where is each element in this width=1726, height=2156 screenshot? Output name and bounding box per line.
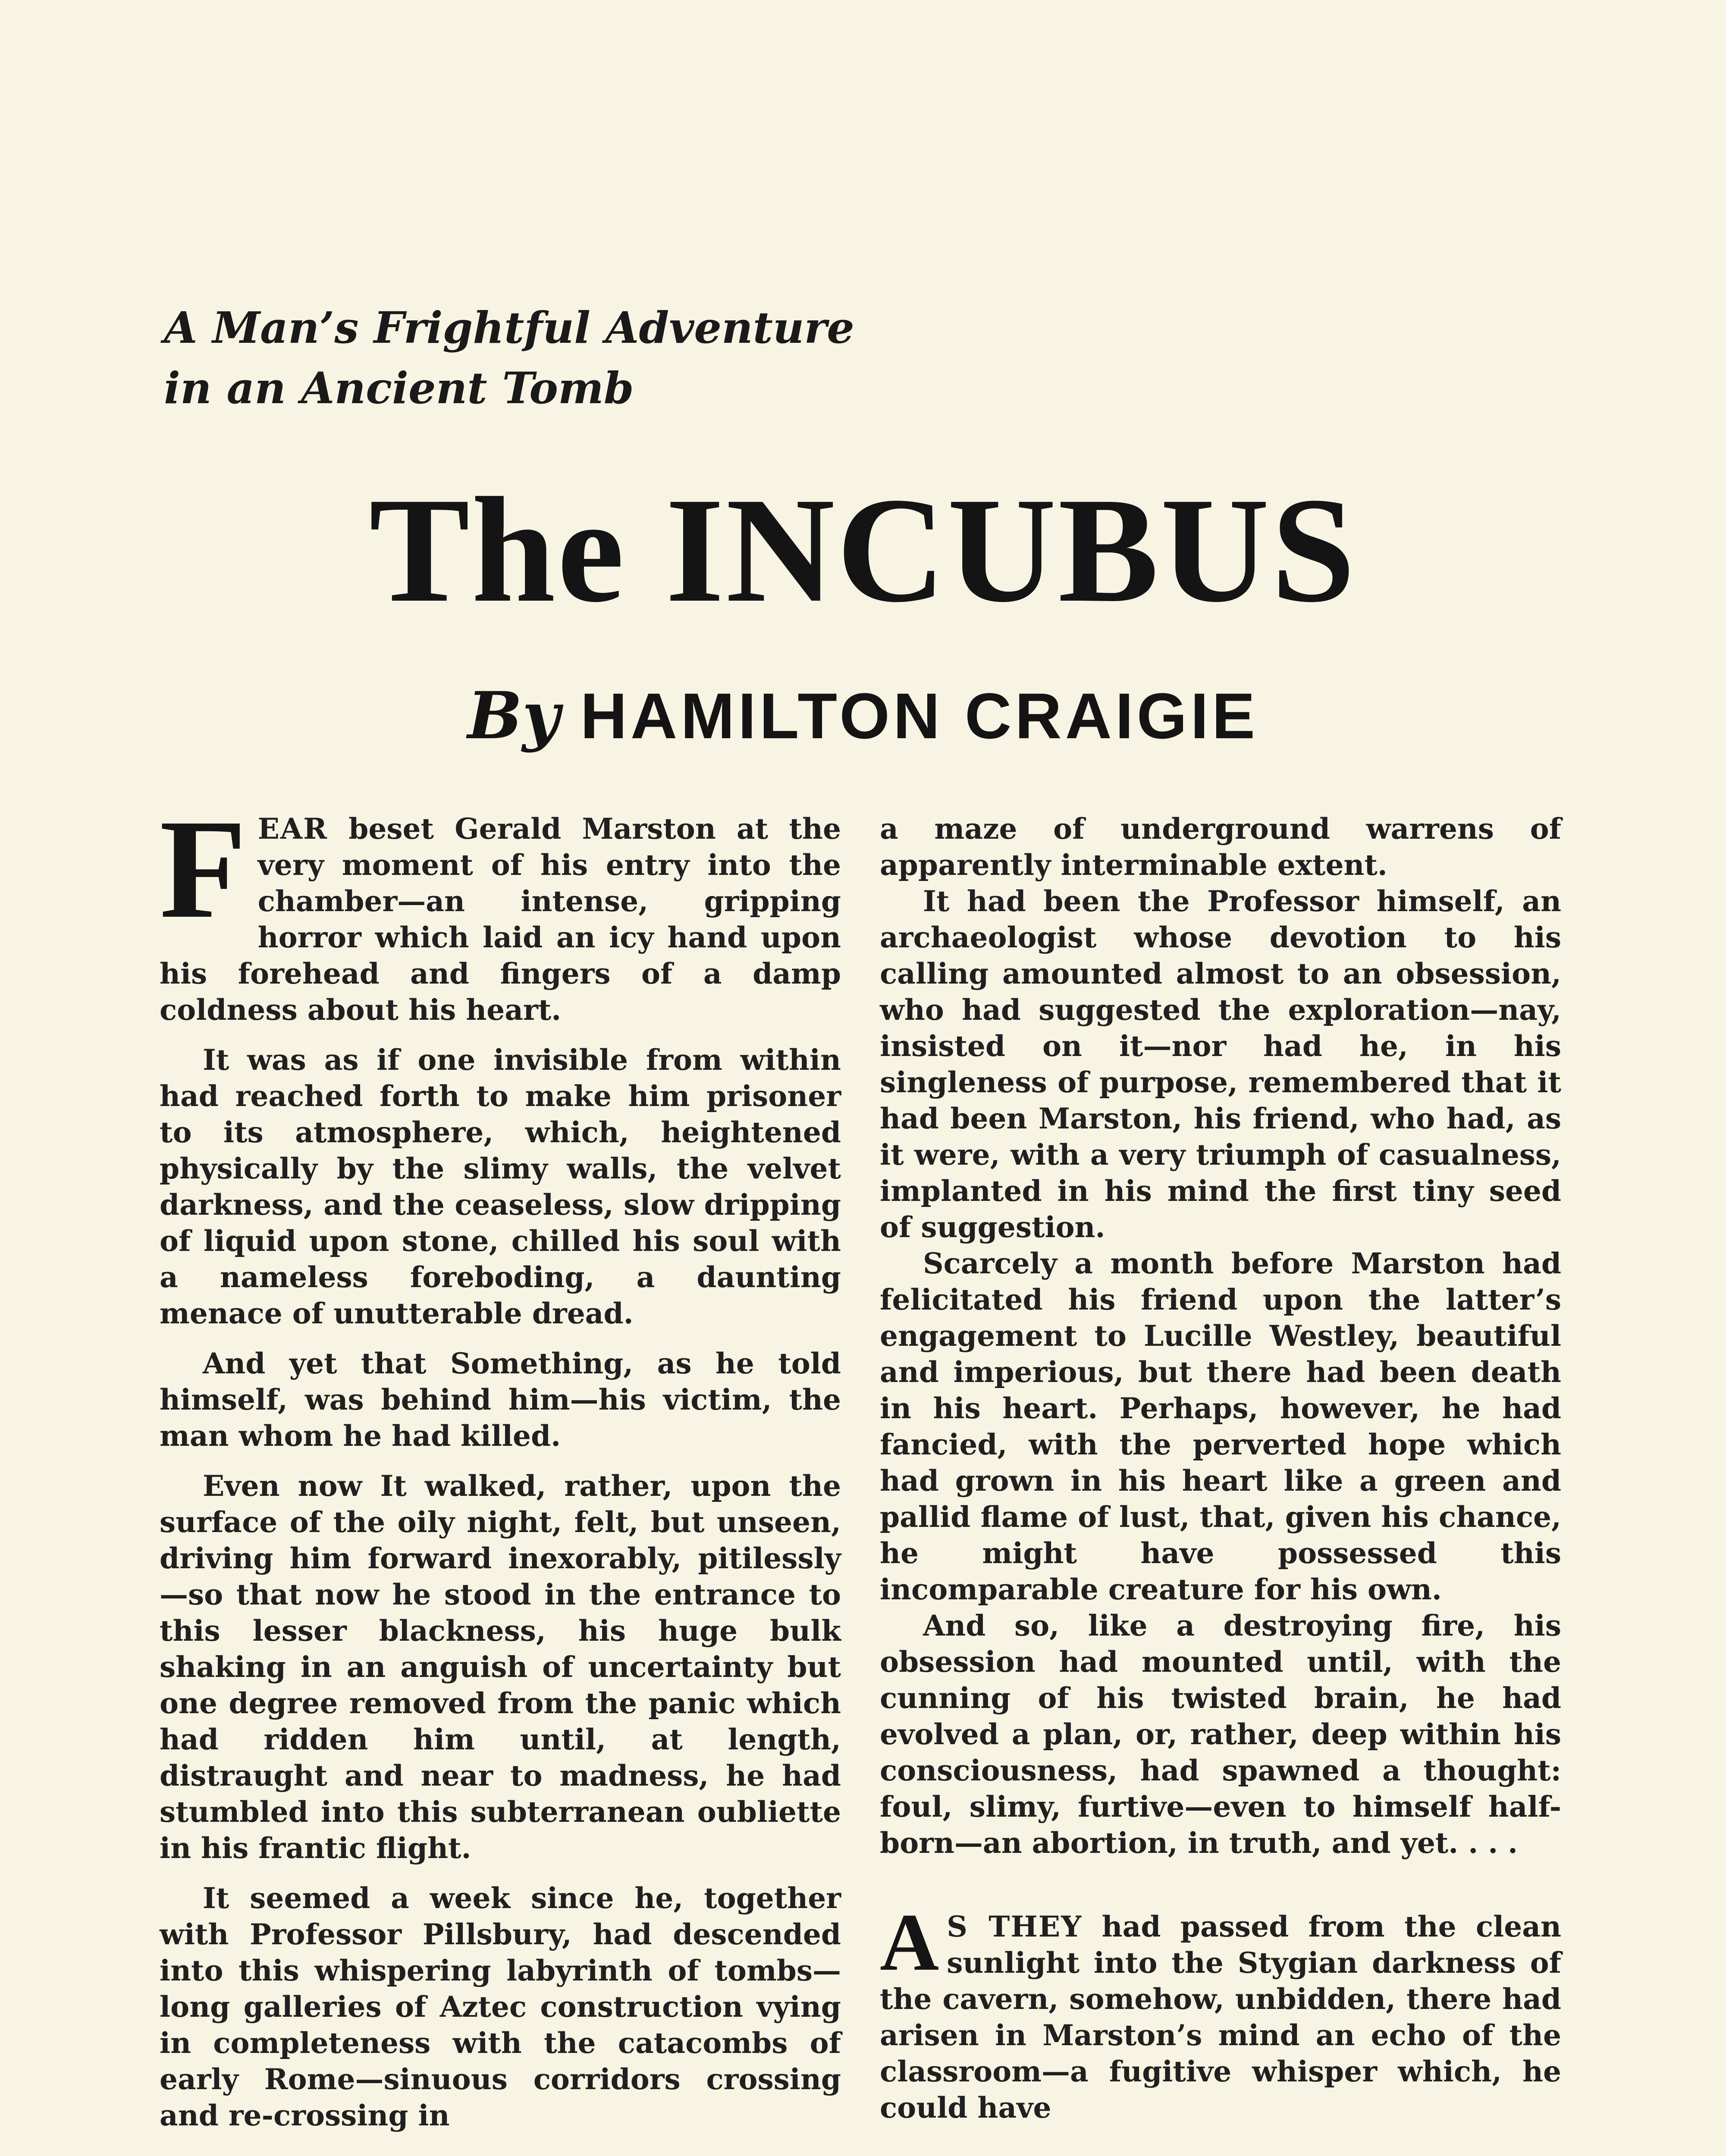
byline	[0, 673, 1726, 759]
drop-cap: A	[880, 1897, 939, 1988]
story-title: The INCUBUS	[369, 466, 1357, 633]
left-column	[160, 790, 841, 2134]
paragraph: And so, like a destroying fire, his obsession had mounted until, with the cunning of his twisted brain, he had evolved a plan, or, rather, deep within his consciousness, had spawned a thought: foul, slimy, furtive—even to himself half-born—an abortion, in truth, and yet. . . .	[880, 1609, 1561, 1860]
paragraph-text: beset Gerald Marston at the very moment of his entry into the chamber—an intense, gripping horror which laid an icy hand upon his forehead and fingers of a damp coldness about his heart.	[160, 812, 841, 1027]
lead-caps: EAR	[257, 812, 328, 846]
paragraph: It was as if one invisible from within had reached forth to make him prisoner to its atmosphere, which, heightened physically by the slimy walls, the velvet darkness, and the ceaseless, slow dripping of liquid upon stone, chilled his soul with a nameless foreboding, a daunting menace of unutterable dread.	[160, 1043, 841, 1330]
author-name: HAMILTON CRAIGIE	[580, 680, 1259, 752]
paragraph: It had been the Professor himself, an archaeologist whose devotion to his calling amounted almost to an obsession, who had suggested the exploration—nay, insisted on it—nor had he, in his singleness of purpose, remembered that it had been Marston, his friend, who had, as it were, with a very triumph of casualness, implanted in his mind the first tiny seed of suggestion.	[880, 884, 1561, 1244]
paragraph	[880, 1897, 1561, 2126]
paragraph: Even now It walked, rather, upon the surface of the oily night, felt, but unseen, driving him forward inexorably, pitilessly—so that now he stood in the entrance to this lesser blackness, his huge bulk shaking in an anguish of uncertainty but one degree removed from the panic which had ridden him until, at length, distraught and near to madness, he had stumbled into this subterranean oubliette in his frantic flight.	[160, 1469, 841, 1865]
byline-prefix: By	[467, 678, 560, 754]
kicker	[164, 298, 1199, 418]
paragraph: It seemed a week since he, together with Professor Pillsbury, had descended into this whispering labyrinth of tombs—long galleries of Aztec construction vying in completeness with the catacombs of early Rome—sinuous corridors crossing and re-crossing in	[160, 1881, 841, 2132]
paragraph: Scarcely a month before Marston had felicitated his friend upon the latter’s engagement to Lucille Westley, beautiful and imperious, but there had been death in his heart. Perhaps, however, he had fancied, with the perverted hope which had grown in his heart like a green and pallid flame of lust, that, given his chance, he might have possessed this incomparable creature for his own.	[880, 1247, 1561, 1606]
paragraph: a maze of underground warrens of apparently interminable extent.	[880, 812, 1561, 882]
paragraph-text: had passed from the clean sunlight into the Stygian darkness of the cavern, somehow, unbidden, there had arisen in Marston’s mind an echo of the classroom—a fugitive whisper which, he could have	[880, 1910, 1561, 2125]
paragraph	[160, 790, 841, 1028]
kicker-line-1: A Man’s Frightful Adventure	[164, 302, 854, 353]
paragraph: And yet that Something, as he told himself, was behind him—his victim, the man whom he had killed.	[160, 1347, 841, 1453]
right-column	[880, 811, 1561, 2126]
lead-caps: S THEY	[947, 1910, 1083, 1943]
kicker-line-2: in an Ancient Tomb	[164, 363, 634, 414]
drop-cap: F	[160, 790, 247, 948]
